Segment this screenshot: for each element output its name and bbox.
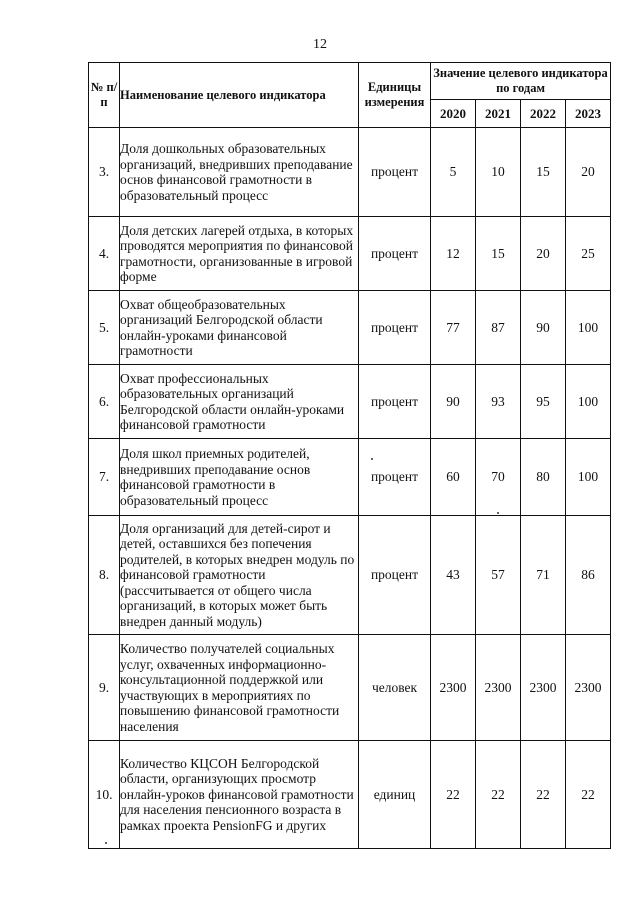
indicator-unit: процент — [359, 516, 431, 635]
value-2023: 20 — [566, 128, 611, 217]
scan-speck — [497, 512, 499, 514]
value-2020: 90 — [431, 365, 476, 439]
indicator-unit: человек — [359, 635, 431, 741]
indicators-table — [88, 62, 611, 849]
table-row — [89, 217, 611, 291]
value-2022: 90 — [521, 291, 566, 365]
row-number: 8. — [89, 516, 120, 635]
value-2020: 43 — [431, 516, 476, 635]
value-2022: 80 — [521, 439, 566, 516]
value-2021: 57 — [476, 516, 521, 635]
indicator-name: Охват профессиональных образовательных организаций Белгородской области онлайн-уроками финансовой грамотности — [120, 365, 359, 439]
indicator-unit: единиц — [359, 741, 431, 849]
indicator-name: Охват общеобразовательных организаций Белгородской области онлайн-уроками финансовой грамотности — [120, 291, 359, 365]
scan-speck — [105, 842, 107, 844]
value-2020: 60 — [431, 439, 476, 516]
indicator-name: Количество получателей социальных услуг, охваченных информационно-консультационной поддержкой или участвующих в мероприятиях по повышению финансовой грамотности населения — [120, 635, 359, 741]
value-2021: 87 — [476, 291, 521, 365]
header-name: Наименование целевого индикатора — [120, 63, 359, 128]
value-2021: 2300 — [476, 635, 521, 741]
value-2021: 22 — [476, 741, 521, 849]
indicator-unit: процент — [359, 291, 431, 365]
header-num: № п/п — [89, 63, 120, 128]
header-year: 2022 — [521, 100, 566, 128]
scan-speck — [371, 458, 373, 460]
value-2021: 10 — [476, 128, 521, 217]
indicator-name: Количество КЦСОН Белгородской области, организующих просмотр онлайн-уроков финансовой грамотности для населения пенсионного возраста в рамках проекта PensionFG и других — [120, 741, 359, 849]
value-2021: 15 — [476, 217, 521, 291]
value-2022: 71 — [521, 516, 566, 635]
value-2022: 20 — [521, 217, 566, 291]
value-2023: 100 — [566, 439, 611, 516]
indicator-unit: процент — [359, 365, 431, 439]
header-year: 2023 — [566, 100, 611, 128]
table-row — [89, 516, 611, 635]
indicator-name: Доля организаций для детей-сирот и детей, оставшихся без попечения родителей, в которых внедрен модуль по финансовой грамотности (рассчитывается от общего числа организаций, в которых может быть внедрен данный модуль) — [120, 516, 359, 635]
value-2020: 12 — [431, 217, 476, 291]
row-number: 4. — [89, 217, 120, 291]
row-number: 5. — [89, 291, 120, 365]
value-2023: 25 — [566, 217, 611, 291]
row-number: 7. — [89, 439, 120, 516]
row-number: 10. — [89, 741, 120, 849]
value-2020: 5 — [431, 128, 476, 217]
value-2023: 100 — [566, 291, 611, 365]
indicator-unit: процент — [359, 217, 431, 291]
header-unit: Единицы измерения — [359, 63, 431, 128]
indicator-name: Доля детских лагерей отдыха, в которых проводятся мероприятия по финансовой грамотности, организованные в игровой форме — [120, 217, 359, 291]
indicator-unit: процент — [359, 128, 431, 217]
value-2021: 70 — [476, 439, 521, 516]
indicator-unit: процент — [359, 439, 431, 516]
table-row — [89, 128, 611, 217]
page-number: 12 — [313, 37, 327, 52]
value-2022: 95 — [521, 365, 566, 439]
value-2022: 15 — [521, 128, 566, 217]
value-2023: 2300 — [566, 635, 611, 741]
table-row — [89, 291, 611, 365]
header-year: 2020 — [431, 100, 476, 128]
value-2022: 2300 — [521, 635, 566, 741]
value-2023: 86 — [566, 516, 611, 635]
indicator-name: Доля школ приемных родителей, внедривших преподавание основ финансовой грамотности в образовательный процесс — [120, 439, 359, 516]
value-2022: 22 — [521, 741, 566, 849]
table-row — [89, 635, 611, 741]
header-year: 2021 — [476, 100, 521, 128]
table-row — [89, 741, 611, 849]
value-2020: 22 — [431, 741, 476, 849]
row-number: 9. — [89, 635, 120, 741]
row-number: 3. — [89, 128, 120, 217]
indicator-name: Доля дошкольных образовательных организаций, внедривших преподавание основ финансовой грамотности в образовательный процесс — [120, 128, 359, 217]
table-row — [89, 365, 611, 439]
value-2023: 100 — [566, 365, 611, 439]
table-row — [89, 439, 611, 516]
row-number: 6. — [89, 365, 120, 439]
value-2020: 77 — [431, 291, 476, 365]
value-2021: 93 — [476, 365, 521, 439]
value-2020: 2300 — [431, 635, 476, 741]
header-values: Значение целевого индикатора по годам — [431, 63, 611, 100]
value-2023: 22 — [566, 741, 611, 849]
